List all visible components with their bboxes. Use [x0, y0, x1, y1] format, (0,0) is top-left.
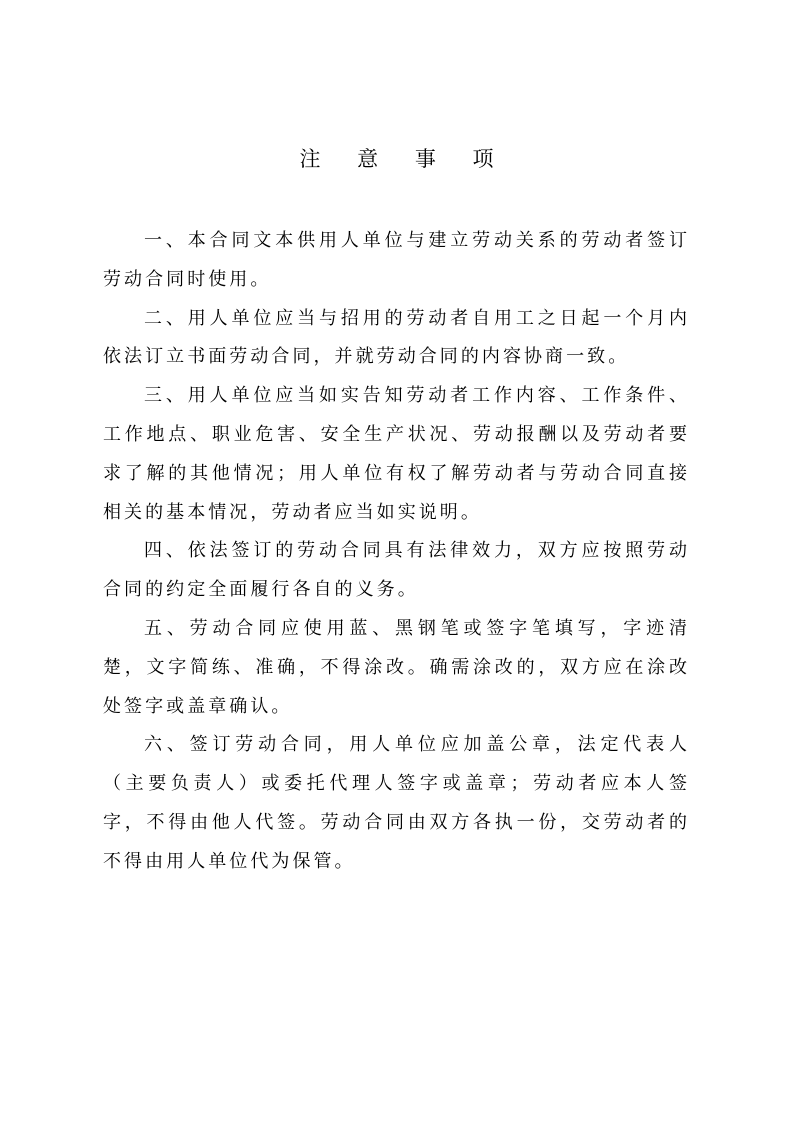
notice-item-6: 六、签订劳动合同，用人单位应加盖公章，法定代表人（主要负责人）或委托代理人签字或盖章；劳动者应本人签字，不得由他人代签。劳动合同由双方各执一份，交劳动者的不得由用人单位代为保管。 — [103, 734, 690, 872]
notice-item-4: 四、依法签订的劳动合同具有法律效力，双方应按照劳动合同的约定全面履行各自的义务。 — [103, 540, 690, 601]
notice-item-3: 三、用人单位应当如实告知劳动者工作内容、工作条件、工作地点、职业危害、安全生产状况、劳动报酬以及劳动者要求了解的其他情况；用人单位有权了解劳动者与劳动合同直接相关的基本情况，劳动者应当如实说明。 — [103, 385, 690, 523]
notice-item-1: 一、本合同文本供用人单位与建立劳动关系的劳动者签订劳动合同时使用。 — [103, 230, 690, 290]
notice-item-2: 二、用人单位应当与招用的劳动者自用工之日起一个月内依法订立书面劳动合同，并就劳动合同的内容协商一致。 — [103, 307, 690, 368]
document-body — [103, 222, 690, 882]
page-title: 注 意 事 项 — [299, 147, 509, 171]
notice-item-5: 五、劳动合同应使用蓝、黑钢笔或签字笔填写，字迹清楚，文字简练、准确，不得涂改。确需涂改的，双方应在涂改处签字或盖章确认。 — [103, 617, 690, 717]
